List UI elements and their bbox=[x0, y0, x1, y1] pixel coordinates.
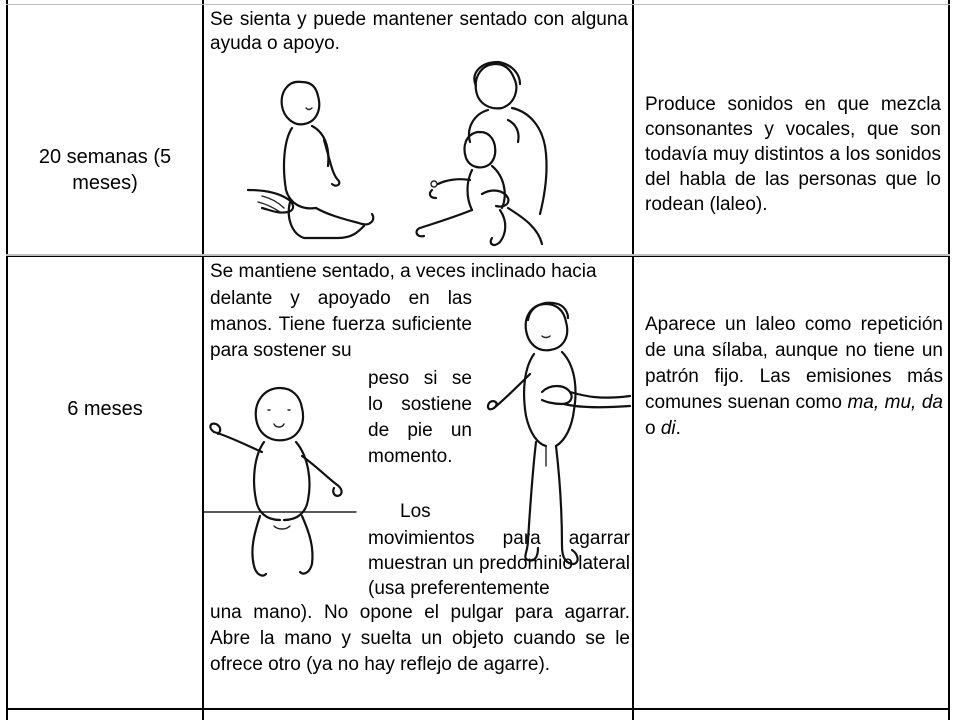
row2-motor-p3: peso si se lo sostiene de pie un momento. bbox=[368, 368, 472, 467]
row2-motor-p4: Los bbox=[400, 501, 431, 522]
table-right-border bbox=[948, 0, 950, 720]
row2-language-example-2: di bbox=[660, 418, 676, 439]
table-bottom-border bbox=[6, 708, 950, 710]
row2-language-example-1: ma, mu, da bbox=[847, 392, 943, 413]
row2-language-a: Aparece un laleo como repetición de una sílaba, aunque no tiene un patrón fijo. Las emisiones más comunes suenan como bbox=[645, 314, 943, 413]
row1-language-text: Produce sonidos en que mezcla consonantes y vocales, que son todavía muy distintos a los sonidos del habla de las personas que lo rodean (laleo). bbox=[645, 94, 941, 215]
row1-motor-text: Se sienta y puede mantener sentado con alguna ayuda o apoyo. bbox=[210, 9, 628, 54]
row2-language-text bbox=[645, 312, 943, 442]
row2-motor-p2: delante y apoyado en las manos. Tiene fuerza suficiente para sostener su bbox=[210, 288, 472, 361]
table-top-border bbox=[6, 4, 950, 5]
sitting-baby-arms-out-icon bbox=[204, 380, 364, 590]
row2-motor-p5: movimientos para agarrar muestran un predominio lateral (usa preferentemente bbox=[368, 528, 630, 599]
table-left-border bbox=[6, 0, 8, 720]
row2-language-c: . bbox=[675, 418, 681, 439]
row2-language-b: o bbox=[645, 418, 661, 439]
baby-on-adult-lap-icon bbox=[412, 58, 562, 253]
seated-baby-with-support-icon bbox=[240, 70, 390, 250]
row1-age-cell bbox=[20, 144, 190, 196]
table-col-divider-1 bbox=[202, 0, 204, 720]
row2-age-cell bbox=[20, 396, 190, 422]
row2-motor-p1: Se mantiene sentado, a veces inclinado hacia bbox=[210, 261, 597, 282]
row-divider-dark bbox=[6, 256, 950, 257]
standing-baby-supported-icon bbox=[484, 296, 634, 596]
row1-age-text: 20 semanas (5 meses) bbox=[38, 146, 172, 194]
row2-motor-p6: una mano). No opone el pulgar para agarrar. Abre la mano y suelta un objeto cuando se le ofrece otro (ya no hay reflejo de agarre). bbox=[210, 602, 630, 675]
row2-age-text: 6 meses bbox=[67, 398, 143, 420]
